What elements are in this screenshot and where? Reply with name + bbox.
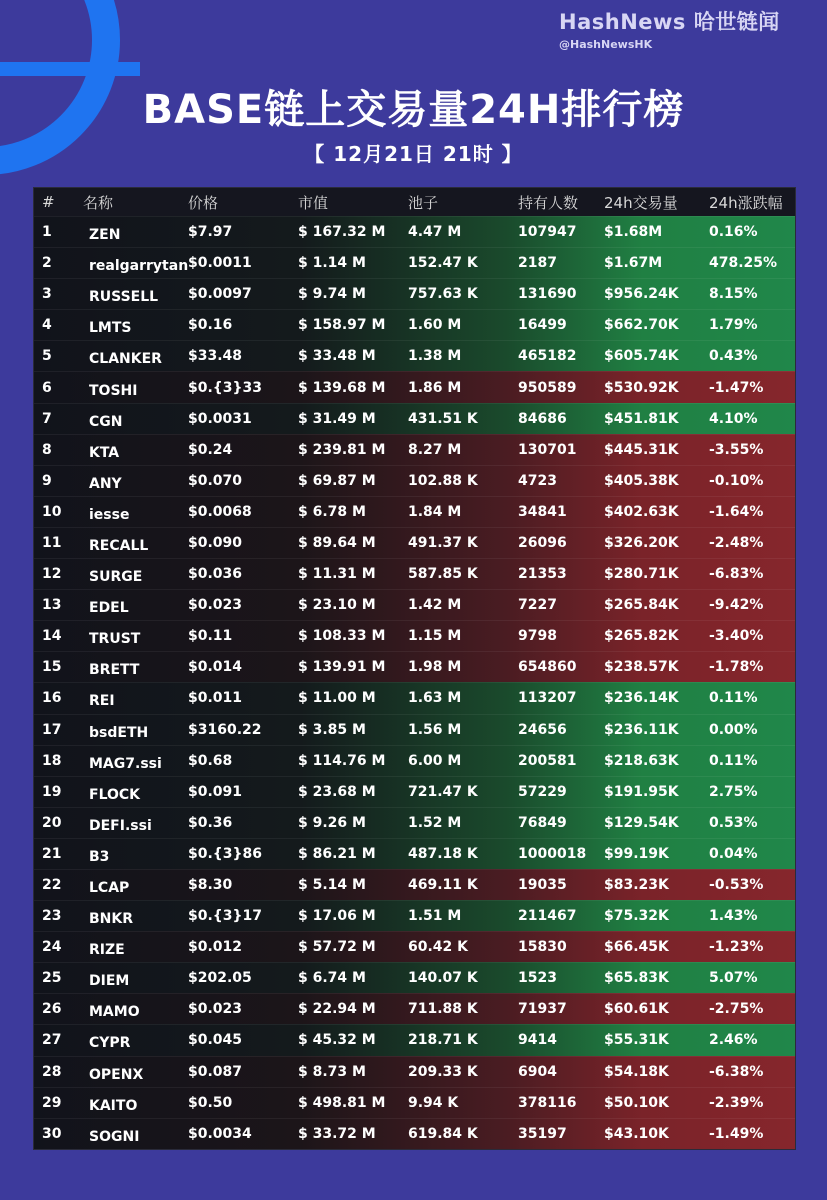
table-header <box>34 188 795 216</box>
cell-name: OPENX <box>89 1066 144 1083</box>
cell-price: $0.0031 <box>188 410 252 427</box>
cell-rank: 16 <box>42 690 62 707</box>
cell-pool: 431.51 K <box>408 410 478 427</box>
cell-pool: 152.47 K <box>408 255 478 272</box>
cell-name: B3 <box>89 848 110 865</box>
cell-rank: 23 <box>42 908 62 925</box>
cell-name: REI <box>89 693 115 710</box>
cell-change: 1.43% <box>709 908 758 925</box>
cell-holders: 7227 <box>518 597 557 614</box>
cell-change: 0.04% <box>709 845 758 862</box>
cell-change: -3.40% <box>709 628 764 645</box>
cell-price: $33.48 <box>188 348 243 365</box>
brand-name: HashNews 哈世链闻 <box>559 10 780 34</box>
cell-holders: 654860 <box>518 659 577 676</box>
cell-holders: 15830 <box>518 939 567 956</box>
cell-rank: 29 <box>42 1094 62 1111</box>
cell-holders: 107947 <box>518 224 577 241</box>
cell-volume: $1.67M <box>604 255 663 272</box>
cell-volume: $405.38K <box>604 472 679 489</box>
cell-name: RIZE <box>89 942 125 959</box>
cell-volume: $129.54K <box>604 814 679 831</box>
cell-pool: 6.00 M <box>408 752 462 769</box>
cell-volume: $191.95K <box>604 783 679 800</box>
table-row <box>34 278 795 309</box>
table-row <box>34 403 795 434</box>
cell-volume: $280.71K <box>604 566 679 583</box>
table-row <box>34 309 795 340</box>
cell-holders: 16499 <box>518 317 567 334</box>
cell-pool: 218.71 K <box>408 1032 478 1049</box>
cell-volume: $402.63K <box>604 503 679 520</box>
cell-name: ZEN <box>89 227 121 244</box>
cell-change: -1.23% <box>709 939 764 956</box>
cell-holders: 57229 <box>518 783 567 800</box>
cell-market-cap: $ 498.81 M <box>298 1094 386 1111</box>
cell-pool: 1.42 M <box>408 597 462 614</box>
cell-holders: 76849 <box>518 814 567 831</box>
brand-handle: @HashNewsHK <box>559 38 653 51</box>
cell-volume: $445.31K <box>604 441 679 458</box>
cell-price: $0.090 <box>188 534 243 551</box>
cell-market-cap: $ 45.32 M <box>298 1032 376 1049</box>
cell-market-cap: $ 23.10 M <box>298 597 376 614</box>
cell-volume: $236.11K <box>604 721 679 738</box>
cell-name: CLANKER <box>89 351 162 368</box>
cell-pool: 4.47 M <box>408 224 462 241</box>
table-row <box>34 620 795 651</box>
cell-price: $0.023 <box>188 1001 243 1018</box>
cell-pool: 757.63 K <box>408 286 478 303</box>
cell-price: $0.011 <box>188 690 243 707</box>
cell-rank: 26 <box>42 1001 62 1018</box>
cell-rank: 6 <box>42 379 52 396</box>
cell-price: $0.070 <box>188 472 243 489</box>
cell-volume: $99.19K <box>604 845 669 862</box>
cell-price: $0.{3}86 <box>188 845 262 862</box>
cell-rank: 27 <box>42 1032 62 1049</box>
page-subtitle: 【 12月21日 21时 】 <box>304 142 523 166</box>
cell-holders: 465182 <box>518 348 577 365</box>
cell-market-cap: $ 108.33 M <box>298 628 386 645</box>
ranking-table <box>33 187 796 1150</box>
cell-change: 0.11% <box>709 690 758 707</box>
cell-name: DIEM <box>89 973 130 990</box>
cell-holders: 19035 <box>518 877 567 894</box>
cell-volume: $236.14K <box>604 690 679 707</box>
cell-rank: 13 <box>42 597 62 614</box>
cell-market-cap: $ 114.76 M <box>298 752 386 769</box>
cell-volume: $43.10K <box>604 1125 669 1142</box>
header-name: 名称 <box>83 193 114 212</box>
cell-rank: 22 <box>42 877 62 894</box>
cell-rank: 7 <box>42 410 52 427</box>
table-row <box>34 993 795 1024</box>
cell-name: KTA <box>89 444 120 461</box>
table-row <box>34 465 795 496</box>
cell-volume: $50.10K <box>604 1094 669 1111</box>
cell-rank: 30 <box>42 1125 62 1142</box>
cell-rank: 2 <box>42 255 52 272</box>
cell-pool: 491.37 K <box>408 534 478 551</box>
cell-rank: 20 <box>42 814 62 831</box>
table-row <box>34 558 795 589</box>
cell-name: EDEL <box>89 600 129 617</box>
cell-price: $0.36 <box>188 814 233 831</box>
cell-change: -9.42% <box>709 597 764 614</box>
cell-pool: 711.88 K <box>408 1001 478 1018</box>
cell-name: CGN <box>89 413 123 430</box>
cell-volume: $605.74K <box>604 348 679 365</box>
cell-holders: 21353 <box>518 566 567 583</box>
cell-pool: 1.38 M <box>408 348 462 365</box>
cell-rank: 8 <box>42 441 52 458</box>
table-row <box>34 776 795 807</box>
cell-name: LCAP <box>89 880 130 897</box>
cell-market-cap: $ 5.14 M <box>298 877 366 894</box>
cell-rank: 18 <box>42 752 62 769</box>
cell-price: $0.24 <box>188 441 233 458</box>
cell-change: -2.48% <box>709 534 764 551</box>
header-change: 24h涨跌幅 <box>709 193 783 212</box>
table-row <box>34 1087 795 1118</box>
cell-pool: 721.47 K <box>408 783 478 800</box>
table-row <box>34 900 795 931</box>
cell-holders: 113207 <box>518 690 577 707</box>
header-pool: 池子 <box>408 193 439 212</box>
cell-holders: 211467 <box>518 908 577 925</box>
cell-price: $0.11 <box>188 628 233 645</box>
cell-price: $0.045 <box>188 1032 243 1049</box>
brand-block <box>559 6 809 51</box>
cell-volume: $83.23K <box>604 877 669 894</box>
cell-volume: $60.61K <box>604 1001 669 1018</box>
cell-market-cap: $ 69.87 M <box>298 472 376 489</box>
cell-market-cap: $ 89.64 M <box>298 534 376 551</box>
cell-holders: 71937 <box>518 1001 567 1018</box>
cell-price: $0.012 <box>188 939 243 956</box>
cell-market-cap: $ 239.81 M <box>298 441 386 458</box>
cell-change: -1.47% <box>709 379 764 396</box>
cell-change: -2.75% <box>709 1001 764 1018</box>
cell-pool: 1.15 M <box>408 628 462 645</box>
cell-change: 2.46% <box>709 1032 758 1049</box>
table-row <box>34 589 795 620</box>
cell-price: $0.68 <box>188 752 233 769</box>
cell-name: RUSSELL <box>89 289 159 306</box>
table-row <box>34 1118 795 1149</box>
cell-pool: 1.52 M <box>408 814 462 831</box>
header-volume: 24h交易量 <box>604 193 678 212</box>
table-row <box>34 931 795 962</box>
cell-pool: 487.18 K <box>408 845 478 862</box>
cell-name: MAMO <box>89 1004 140 1021</box>
cell-change: 8.15% <box>709 286 758 303</box>
background-bar-decoration <box>0 62 140 76</box>
cell-name: LMTS <box>89 320 132 337</box>
cell-volume: $55.31K <box>604 1032 669 1049</box>
cell-rank: 19 <box>42 783 62 800</box>
cell-price: $0.{3}17 <box>188 908 262 925</box>
cell-market-cap: $ 158.97 M <box>298 317 386 334</box>
cell-price: $7.97 <box>188 224 233 241</box>
table-body <box>34 216 795 1149</box>
cell-name: bsdETH <box>89 724 149 741</box>
cell-change: 1.79% <box>709 317 758 334</box>
cell-change: 0.53% <box>709 814 758 831</box>
table-row <box>34 340 795 371</box>
cell-change: 478.25% <box>709 255 778 272</box>
cell-rank: 21 <box>42 845 62 862</box>
cell-holders: 9798 <box>518 628 557 645</box>
cell-name: ANY <box>89 475 122 492</box>
cell-change: -6.38% <box>709 1063 764 1080</box>
cell-market-cap: $ 86.21 M <box>298 845 376 862</box>
cell-change: 4.10% <box>709 410 758 427</box>
cell-rank: 1 <box>42 224 52 241</box>
cell-name: MAG7.ssi <box>89 755 162 772</box>
cell-rank: 10 <box>42 503 62 520</box>
cell-volume: $65.83K <box>604 970 669 987</box>
table-row <box>34 651 795 682</box>
cell-market-cap: $ 23.68 M <box>298 783 376 800</box>
cell-name: TOSHI <box>89 382 138 399</box>
cell-name: iesse <box>89 506 130 523</box>
table-row <box>34 962 795 993</box>
cell-change: 0.00% <box>709 721 758 738</box>
cell-rank: 3 <box>42 286 52 303</box>
cell-volume: $238.57K <box>604 659 679 676</box>
cell-price: $0.091 <box>188 783 243 800</box>
cell-volume: $1.68M <box>604 224 663 241</box>
cell-rank: 14 <box>42 628 62 645</box>
cell-name: TRUST <box>89 631 141 648</box>
table-row <box>34 1056 795 1087</box>
cell-change: -0.10% <box>709 472 764 489</box>
cell-market-cap: $ 11.00 M <box>298 690 376 707</box>
table-row <box>34 869 795 900</box>
cell-pool: 1.86 M <box>408 379 462 396</box>
header-price: 价格 <box>188 193 219 212</box>
table-row <box>34 807 795 838</box>
cell-rank: 17 <box>42 721 62 738</box>
cell-market-cap: $ 1.14 M <box>298 255 366 272</box>
cell-name: KAITO <box>89 1097 138 1114</box>
cell-holders: 378116 <box>518 1094 577 1111</box>
cell-holders: 34841 <box>518 503 567 520</box>
cell-rank: 5 <box>42 348 52 365</box>
cell-change: 0.16% <box>709 224 758 241</box>
cell-pool: 209.33 K <box>408 1063 478 1080</box>
cell-price: $3160.22 <box>188 721 262 738</box>
cell-price: $0.0097 <box>188 286 252 303</box>
cell-market-cap: $ 33.72 M <box>298 1125 376 1142</box>
cell-market-cap: $ 9.74 M <box>298 286 366 303</box>
header-holders: 持有人数 <box>518 193 579 212</box>
cell-rank: 24 <box>42 939 62 956</box>
header-market-cap: 市值 <box>298 193 329 212</box>
page-title: BASE链上交易量24H排行榜 <box>142 87 685 133</box>
table-row <box>34 745 795 776</box>
cell-price: $0.0034 <box>188 1125 252 1142</box>
cell-pool: 8.27 M <box>408 441 462 458</box>
cell-volume: $530.92K <box>604 379 679 396</box>
cell-market-cap: $ 9.26 M <box>298 814 366 831</box>
table-row <box>34 496 795 527</box>
table-row <box>34 434 795 465</box>
cell-name: DEFI.ssi <box>89 817 152 834</box>
cell-change: -1.78% <box>709 659 764 676</box>
table-row <box>34 371 795 402</box>
table-row <box>34 247 795 278</box>
cell-volume: $218.63K <box>604 752 679 769</box>
cell-rank: 4 <box>42 317 52 334</box>
cell-holders: 35197 <box>518 1125 567 1142</box>
cell-change: 0.11% <box>709 752 758 769</box>
cell-change: 2.75% <box>709 783 758 800</box>
cell-holders: 950589 <box>518 379 577 396</box>
cell-change: -2.39% <box>709 1094 764 1111</box>
table-row <box>34 714 795 745</box>
cell-holders: 2187 <box>518 255 557 272</box>
cell-volume: $265.84K <box>604 597 679 614</box>
cell-price: $0.50 <box>188 1094 233 1111</box>
cell-pool: 1.60 M <box>408 317 462 334</box>
cell-pool: 60.42 K <box>408 939 469 956</box>
cell-market-cap: $ 8.73 M <box>298 1063 366 1080</box>
cell-rank: 11 <box>42 534 62 551</box>
cell-pool: 1.84 M <box>408 503 462 520</box>
cell-change: 0.43% <box>709 348 758 365</box>
cell-change: -6.83% <box>709 566 764 583</box>
cell-holders: 1000018 <box>518 845 587 862</box>
cell-change: -1.64% <box>709 503 764 520</box>
table-row <box>34 838 795 869</box>
cell-price: $0.014 <box>188 659 243 676</box>
cell-holders: 130701 <box>518 441 577 458</box>
cell-name: SOGNI <box>89 1128 140 1145</box>
cell-holders: 6904 <box>518 1063 557 1080</box>
cell-name: SURGE <box>89 569 143 586</box>
table-row <box>34 527 795 558</box>
cell-holders: 200581 <box>518 752 577 769</box>
cell-price: $0.087 <box>188 1063 243 1080</box>
cell-market-cap: $ 31.49 M <box>298 410 376 427</box>
cell-volume: $75.32K <box>604 908 669 925</box>
cell-volume: $54.18K <box>604 1063 669 1080</box>
cell-market-cap: $ 139.91 M <box>298 659 386 676</box>
cell-pool: 9.94 K <box>408 1094 459 1111</box>
cell-volume: $451.81K <box>604 410 679 427</box>
cell-holders: 26096 <box>518 534 567 551</box>
cell-holders: 24656 <box>518 721 567 738</box>
cell-pool: 1.63 M <box>408 690 462 707</box>
cell-pool: 619.84 K <box>408 1125 478 1142</box>
table-row <box>34 216 795 247</box>
cell-pool: 587.85 K <box>408 566 478 583</box>
cell-price: $0.{3}33 <box>188 379 262 396</box>
cell-price: $0.0011 <box>188 255 252 272</box>
cell-price: $8.30 <box>188 877 233 894</box>
cell-holders: 131690 <box>518 286 577 303</box>
cell-volume: $662.70K <box>604 317 679 334</box>
cell-price: $0.023 <box>188 597 243 614</box>
cell-volume: $265.82K <box>604 628 679 645</box>
cell-market-cap: $ 22.94 M <box>298 1001 376 1018</box>
cell-price: $202.05 <box>188 970 252 987</box>
cell-name: RECALL <box>89 537 149 554</box>
cell-name: BRETT <box>89 662 140 679</box>
cell-volume: $956.24K <box>604 286 679 303</box>
cell-market-cap: $ 6.78 M <box>298 503 366 520</box>
cell-name: BNKR <box>89 911 134 928</box>
cell-holders: 84686 <box>518 410 567 427</box>
cell-pool: 102.88 K <box>408 472 478 489</box>
cell-price: $0.036 <box>188 566 243 583</box>
cell-market-cap: $ 6.74 M <box>298 970 366 987</box>
cell-pool: 1.51 M <box>408 908 462 925</box>
cell-pool: 469.11 K <box>408 877 478 894</box>
table-row <box>34 682 795 713</box>
cell-market-cap: $ 167.32 M <box>298 224 386 241</box>
cell-change: -0.53% <box>709 877 764 894</box>
cell-rank: 28 <box>42 1063 62 1080</box>
cell-volume: $66.45K <box>604 939 669 956</box>
cell-market-cap: $ 3.85 M <box>298 721 366 738</box>
cell-name: CYPR <box>89 1035 131 1052</box>
cell-market-cap: $ 57.72 M <box>298 939 376 956</box>
table-row <box>34 1024 795 1055</box>
cell-pool: 1.56 M <box>408 721 462 738</box>
cell-market-cap: $ 139.68 M <box>298 379 386 396</box>
cell-pool: 140.07 K <box>408 970 478 987</box>
cell-change: -1.49% <box>709 1125 764 1142</box>
cell-rank: 9 <box>42 472 52 489</box>
cell-holders: 9414 <box>518 1032 557 1049</box>
cell-volume: $326.20K <box>604 534 679 551</box>
cell-market-cap: $ 17.06 M <box>298 908 376 925</box>
cell-pool: 1.98 M <box>408 659 462 676</box>
cell-name: FLOCK <box>89 786 141 803</box>
cell-price: $0.16 <box>188 317 233 334</box>
cell-holders: 1523 <box>518 970 557 987</box>
cell-rank: 12 <box>42 566 62 583</box>
cell-market-cap: $ 11.31 M <box>298 566 376 583</box>
cell-price: $0.0068 <box>188 503 252 520</box>
cell-name: realgarrytan <box>89 258 188 275</box>
header-rank: # <box>42 193 55 211</box>
cell-market-cap: $ 33.48 M <box>298 348 376 365</box>
cell-rank: 15 <box>42 659 62 676</box>
cell-change: -3.55% <box>709 441 764 458</box>
cell-change: 5.07% <box>709 970 758 987</box>
cell-rank: 25 <box>42 970 62 987</box>
cell-holders: 4723 <box>518 472 557 489</box>
